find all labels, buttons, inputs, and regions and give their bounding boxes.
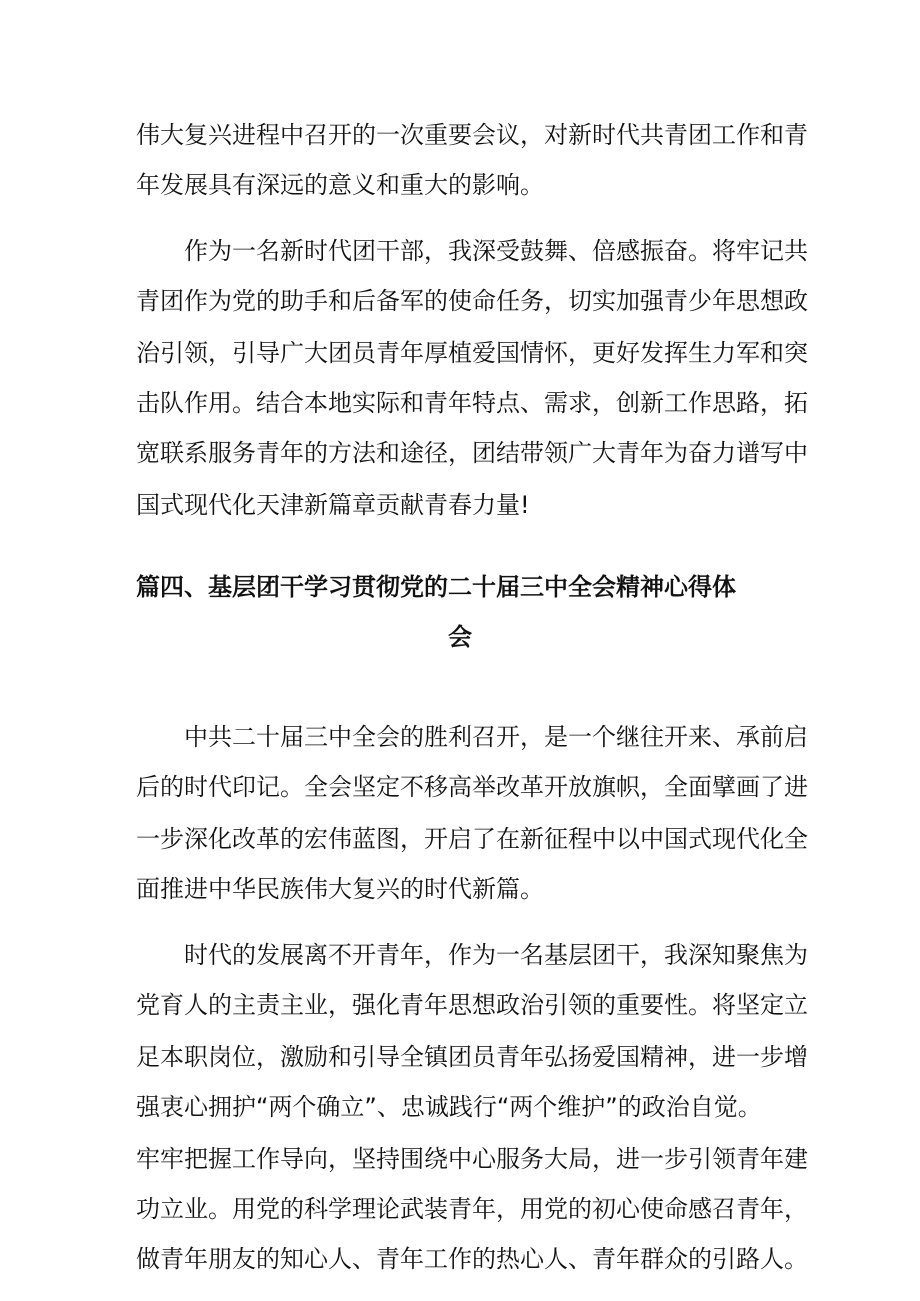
paragraph-line: 伟大复兴进程中召开的一次重要会议，对新时代共青团工作和青 [136, 121, 808, 149]
paragraph-line: 做青年朋友的知心人、青年工作的热心人、青年群众的引路人。 [136, 1245, 808, 1273]
paragraph-line: 青团作为党的助手和后备军的使命任务，切实加强青少年思想政 [136, 287, 808, 315]
paragraph-line: 功立业。用党的科学理论武装青年，用党的初心使命感召青年， [136, 1195, 808, 1223]
paragraph-line: 一步深化改革的宏伟蓝图，开启了在新征程中以中国式现代化全 [136, 825, 808, 853]
paragraph-line: 强衷心拥护“两个确立”、忠诚践行“两个维护”的政治自觉。 [136, 1093, 762, 1121]
paragraph-line: 面推进中华民族伟大复兴的时代新篇。 [136, 875, 544, 903]
paragraph-line: 年发展具有深远的意义和重大的影响。 [136, 171, 544, 199]
paragraph-line: 时代的发展离不开青年，作为一名基层团干，我深知聚焦为 [184, 941, 808, 969]
paragraph-line: 治引领，引导广大团员青年厚植爱国情怀，更好发挥生力军和突 [136, 339, 808, 367]
paragraph-line: 宽联系服务青年的方法和途径，团结带领广大青年为奋力谱写中 [136, 439, 808, 467]
section-heading-continued: 会 [448, 623, 472, 651]
paragraph-line: 足本职岗位，激励和引导全镇团员青年弘扬爱国精神，进一步增 [136, 1043, 808, 1071]
paragraph-line: 后的时代印记。全会坚定不移高举改革开放旗帜，全面擘画了进 [136, 773, 808, 801]
paragraph-line: 作为一名新时代团干部，我深受鼓舞、倍感振奋。将牢记共 [184, 237, 808, 265]
paragraph-line: 党育人的主责主业，强化青年思想政治引领的重要性。将坚定立 [136, 991, 808, 1019]
paragraph-line: 牢牢把握工作导向，坚持围绕中心服务大局，进一步引领青年建 [136, 1145, 808, 1173]
section-heading: 篇四、基层团干学习贯彻党的二十届三中全会精神心得体 [136, 573, 736, 601]
paragraph-line: 中共二十届三中全会的胜利召开，是一个继往开来、承前启 [184, 723, 808, 751]
paragraph-line: 击队作用。结合本地实际和青年特点、需求，创新工作思路，拓 [136, 389, 808, 417]
paragraph-line: 国式现代化天津新篇章贡献青春力量! [136, 491, 530, 519]
